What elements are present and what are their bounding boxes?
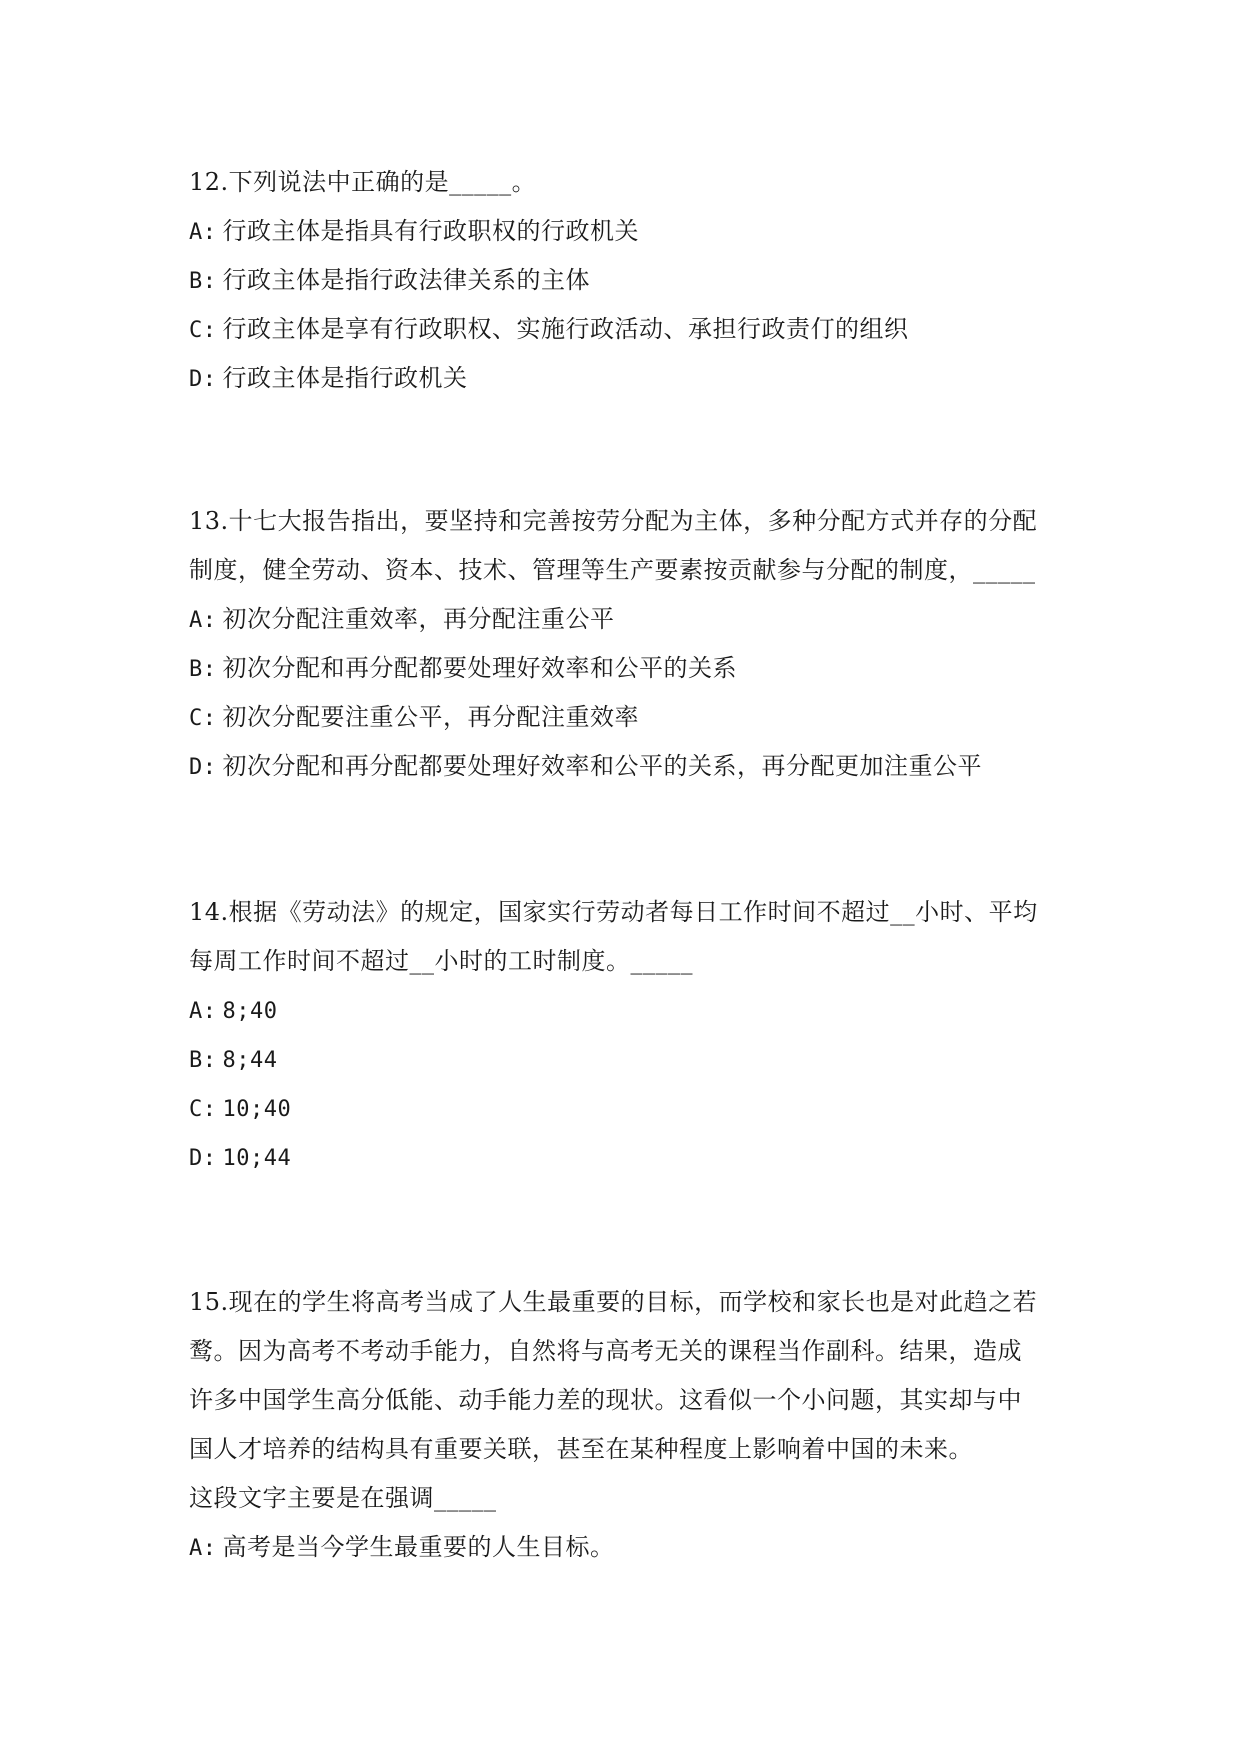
question-stem	[189, 158, 1059, 207]
option-c	[189, 693, 1059, 742]
option-letter: C:	[189, 1097, 217, 1122]
question-stem	[189, 888, 1059, 986]
option-letter: A:	[189, 999, 217, 1024]
option-letter: A:	[189, 608, 217, 633]
option-letter: B:	[189, 269, 217, 294]
option-d	[189, 1133, 1059, 1182]
option-text: 8;40	[222, 999, 278, 1024]
option-c	[189, 305, 1059, 354]
option-text: 高考是当今学生最重要的人生目标。	[222, 1533, 615, 1561]
option-text: 行政主体是指具有行政职权的行政机关	[222, 217, 639, 245]
question-14	[189, 888, 1059, 1182]
question-stem	[189, 497, 1059, 595]
option-letter: D:	[189, 1146, 217, 1171]
option-a	[189, 207, 1059, 256]
option-b	[189, 1035, 1059, 1084]
option-text: 10;44	[222, 1146, 292, 1171]
stem-line: 这段文字主要是在强调_____	[189, 1484, 497, 1512]
stem-line: 14.根据《劳动法》的规定，国家实行劳动者每日工作时间不超过__小时、平均	[189, 898, 1038, 926]
stem-line: 12.下列说法中正确的是_____。	[189, 168, 537, 196]
option-letter: B:	[189, 1048, 217, 1073]
option-d	[189, 354, 1059, 403]
option-text: 初次分配要注重公平，再分配注重效率	[222, 703, 639, 731]
stem-line: 制度，健全劳动、资本、技术、管理等生产要素按贡献参与分配的制度，_____	[189, 556, 1036, 584]
stem-line: 鹜。因为高考不考动手能力，自然将与高考无关的课程当作副科。结果，造成	[189, 1337, 1022, 1365]
option-text: 初次分配和再分配都要处理好效率和公平的关系，再分配更加注重公平	[222, 752, 982, 780]
option-letter: B:	[189, 657, 217, 682]
question-13	[189, 497, 1059, 791]
option-text: 行政主体是指行政机关	[222, 364, 468, 392]
option-a	[189, 986, 1059, 1035]
stem-line: 13.十七大报告指出，要坚持和完善按劳分配为主体，多种分配方式并存的分配	[189, 507, 1038, 535]
stem-line: 许多中国学生高分低能、动手能力差的现状。这看似一个小问题，其实却与中	[189, 1386, 1022, 1414]
option-b	[189, 256, 1059, 305]
question-stem	[189, 1278, 1059, 1523]
option-d	[189, 742, 1059, 791]
option-text: 8;44	[222, 1048, 278, 1073]
option-letter: A:	[189, 1536, 217, 1561]
stem-line: 15.现在的学生将高考当成了人生最重要的目标，而学校和家长也是对此趋之若	[189, 1288, 1038, 1316]
option-text: 行政主体是享有行政职权、实施行政活动、承担行政责仃的组织	[222, 315, 909, 343]
option-letter: C:	[189, 318, 217, 343]
option-letter: C:	[189, 706, 217, 731]
option-letter: D:	[189, 367, 217, 392]
question-12	[189, 158, 1059, 403]
option-c	[189, 1084, 1059, 1133]
option-a	[189, 595, 1059, 644]
option-text: 行政主体是指行政法律关系的主体	[222, 266, 590, 294]
question-15	[189, 1278, 1059, 1572]
option-b	[189, 644, 1059, 693]
option-text: 10;40	[222, 1097, 292, 1122]
option-a	[189, 1523, 1059, 1572]
stem-line: 每周工作时间不超过__小时的工时制度。_____	[189, 947, 693, 975]
stem-line: 国人才培养的结构具有重要关联，甚至在某种程度上影响着中国的未来。	[189, 1435, 973, 1463]
option-text: 初次分配注重效率，再分配注重公平	[222, 605, 615, 633]
option-letter: D:	[189, 755, 217, 780]
option-letter: A:	[189, 220, 217, 245]
option-text: 初次分配和再分配都要处理好效率和公平的关系	[222, 654, 737, 682]
